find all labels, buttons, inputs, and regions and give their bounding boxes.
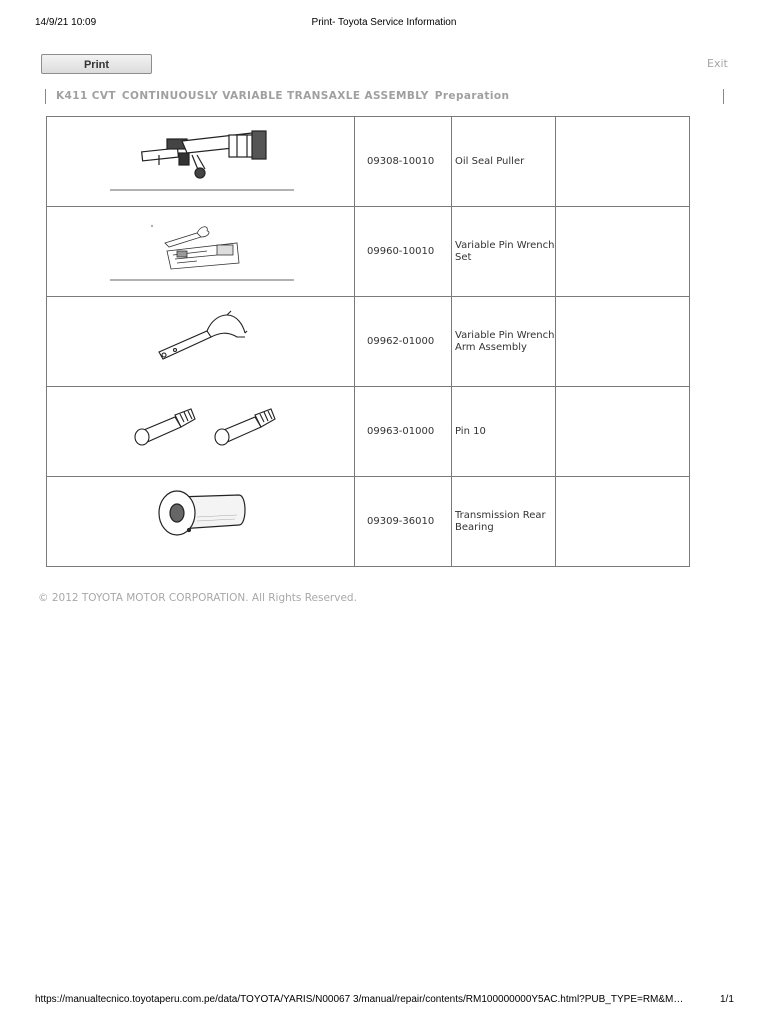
table-row xyxy=(47,297,690,387)
tool-image-cell xyxy=(47,117,355,207)
pin-wrench-arm-icon xyxy=(47,297,354,386)
tool-note xyxy=(556,477,690,567)
tool-note xyxy=(556,117,690,207)
tool-image-cell xyxy=(47,477,355,567)
print-datetime: 14/9/21 10:09 xyxy=(35,17,97,28)
tool-name: Transmission Rear Bearing xyxy=(452,477,556,567)
part-number: 09963-01000 xyxy=(355,387,452,477)
page-count: 1/1 xyxy=(720,994,734,1005)
tool-image-cell xyxy=(47,297,355,387)
tool-image-cell xyxy=(47,207,355,297)
tools-table xyxy=(46,116,690,567)
bearing-replacer-icon xyxy=(47,477,354,566)
copyright-notice: © 2012 TOYOTA MOTOR CORPORATION. All Rights Reserved. xyxy=(38,592,357,604)
part-number: 09308-10010 xyxy=(355,117,452,207)
print-header xyxy=(0,17,768,31)
tool-name: Variable Pin Wrench Set xyxy=(452,207,556,297)
part-number: 09962-01000 xyxy=(355,297,452,387)
tool-name: Pin 10 xyxy=(452,387,556,477)
tool-image-cell xyxy=(47,387,355,477)
exit-link[interactable]: Exit xyxy=(707,57,728,70)
tool-note xyxy=(556,297,690,387)
part-number: 09309-36010 xyxy=(355,477,452,567)
section-code: K411 CVT xyxy=(56,90,116,102)
print-button[interactable]: Print xyxy=(41,54,152,74)
print-footer xyxy=(0,994,768,1008)
tool-name: Oil Seal Puller xyxy=(452,117,556,207)
tool-name: Variable Pin Wrench Arm Assembly xyxy=(452,297,556,387)
table-row xyxy=(47,117,690,207)
table-row xyxy=(47,207,690,297)
pin-icon xyxy=(47,387,354,476)
print-page-title: Print- Toyota Service Information xyxy=(311,17,457,28)
section-title xyxy=(45,89,724,104)
table-row xyxy=(47,477,690,567)
tool-note xyxy=(556,387,690,477)
part-number: 09960-10010 xyxy=(355,207,452,297)
oil-seal-puller-icon xyxy=(47,117,354,206)
section-page: Preparation xyxy=(434,90,510,102)
table-row xyxy=(47,387,690,477)
pin-wrench-set-icon xyxy=(47,207,354,296)
page-url: https://manualtecnico.toyotaperu.com.pe/data/TOYOTA/YARIS/N00067 3/manual/repair/contents/RM100000000Y5AC.html?PUB_TYPE=RM&M… xyxy=(35,994,684,1005)
section-name: CONTINUOUSLY VARIABLE TRANSAXLE ASSEMBLY xyxy=(121,90,429,102)
tool-note xyxy=(556,207,690,297)
